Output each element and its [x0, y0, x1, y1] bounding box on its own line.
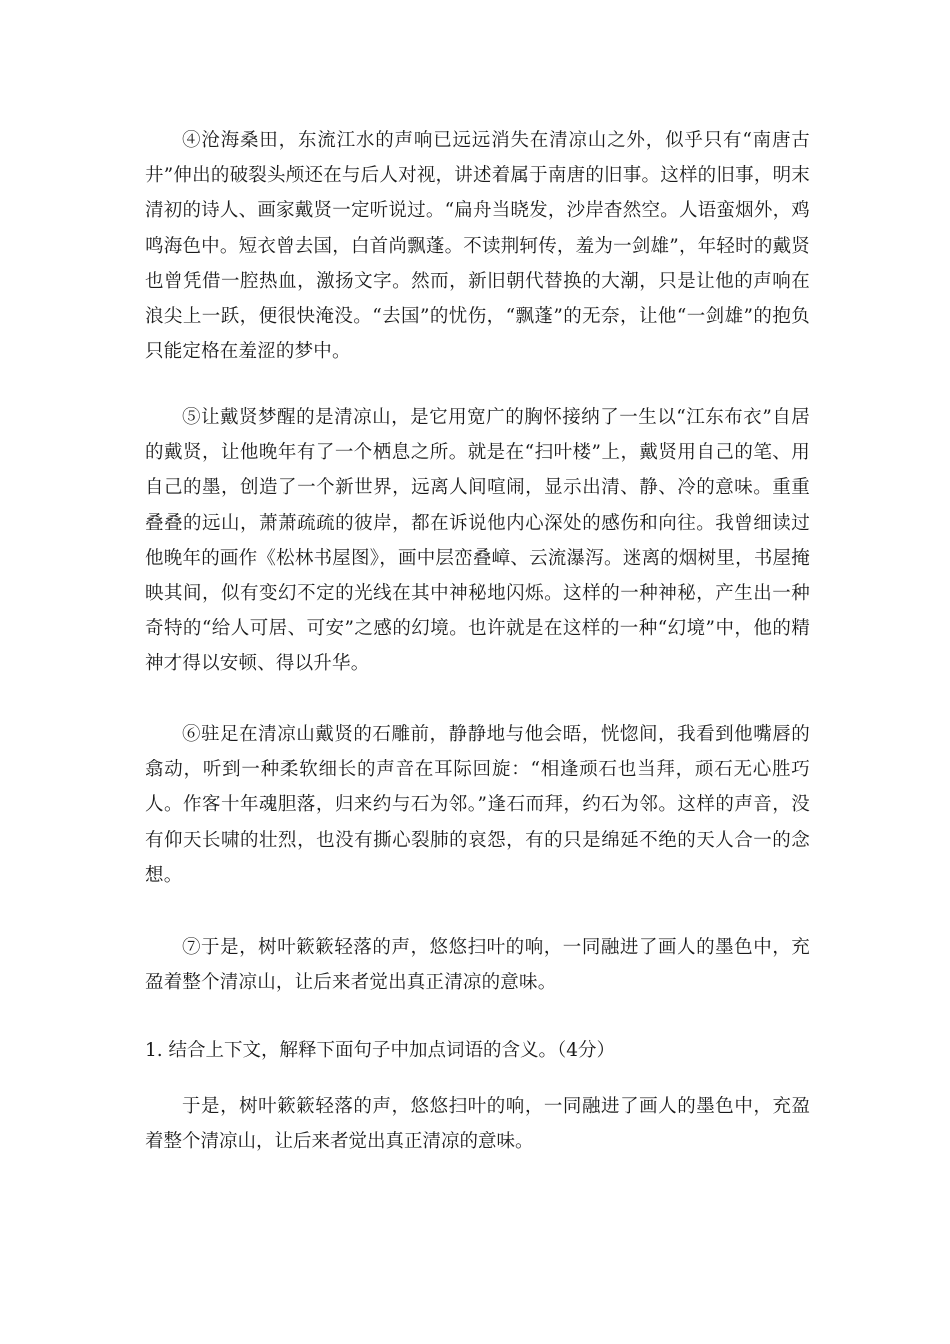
paragraph-5: ⑤让戴贤梦醒的是清凉山，是它用宽广的胸怀接纳了一生以“江东布衣”自居的戴贤，让他晚年有了一个栖息之所。就是在“扫叶楼”上，戴贤用自己的笔、用自己的墨，创造了一个新世界，远离人间喧闹，显示出清、静、冷的意味。重重叠叠的远山，萧萧疏疏的彼岸，都在诉说他内心深处的感伤和向往。我曾细读过他晚年的画作《松林书屋图》，画中层峦叠嶂、云流瀑泻。迷离的烟树里，书屋掩映其间，似有变幻不定的光线在其中神秘地闪烁。这样的一种神秘，产生出一种奇特的“给人可居、可安”之感的幻境。也许就是在这样的一种“幻境”中，他的精神才得以安顿、得以升华。	[145, 407, 810, 675]
paragraph-6: ⑥驻足在清凉山戴贤的石雕前，静静地与他会晤，恍惚间，我看到他嘴唇的翕动，听到一种柔软细长的声音在耳际回旋：“相逢顽石也当拜，顽石无心胜巧人。作客十年魂胆落，归来约与石为邻。”逢石而拜，约石为邻。这样的声音，没有仰天长啸的壮烈，也没有撕心裂肺的哀怨，有的只是绵延不绝的天人合一的念想。	[145, 724, 810, 886]
question-1-label: 1. 结合上下文，解释下面句子中加点词语的含义。（4分）	[145, 1040, 616, 1061]
paragraph-4: ④沧海桑田，东流江水的声响已远远消失在清凉山之外，似乎只有“南唐古井”伸出的破裂头颅还在与后人对视，讲述着属于南唐的旧事。这样的旧事，明末清初的诗人、画家戴贤一定听说过。“扁舟当晓发，沙岸杳然空。人语蛮烟外，鸡鸣海色中。短衣曾去国，白首尚飘蓬。不读荆轲传，羞为一剑雄”，年轻时的戴贤也曾凭借一腔热血，激扬文字。然而，新旧朝代替换的大潮，只是让他的声响在浪尖上一跃，便很快淹没。“去国”的忧伤，“飘蓬”的无奈，让他“一剑雄”的抱负只能定格在羞涩的梦中。	[145, 130, 810, 363]
question-1-quote: 于是，树叶簌簌轻落的声，悠悠扫叶的响，一同融进了画人的墨色中，充盈着整个清凉山，让后来者觉出真正清凉的意味。	[145, 1096, 810, 1153]
paragraph-7: ⑦于是，树叶簌簌轻落的声，悠悠扫叶的响，一同融进了画人的墨色中，充盈着整个清凉山，让后来者觉出真正清凉的意味。	[145, 937, 810, 994]
